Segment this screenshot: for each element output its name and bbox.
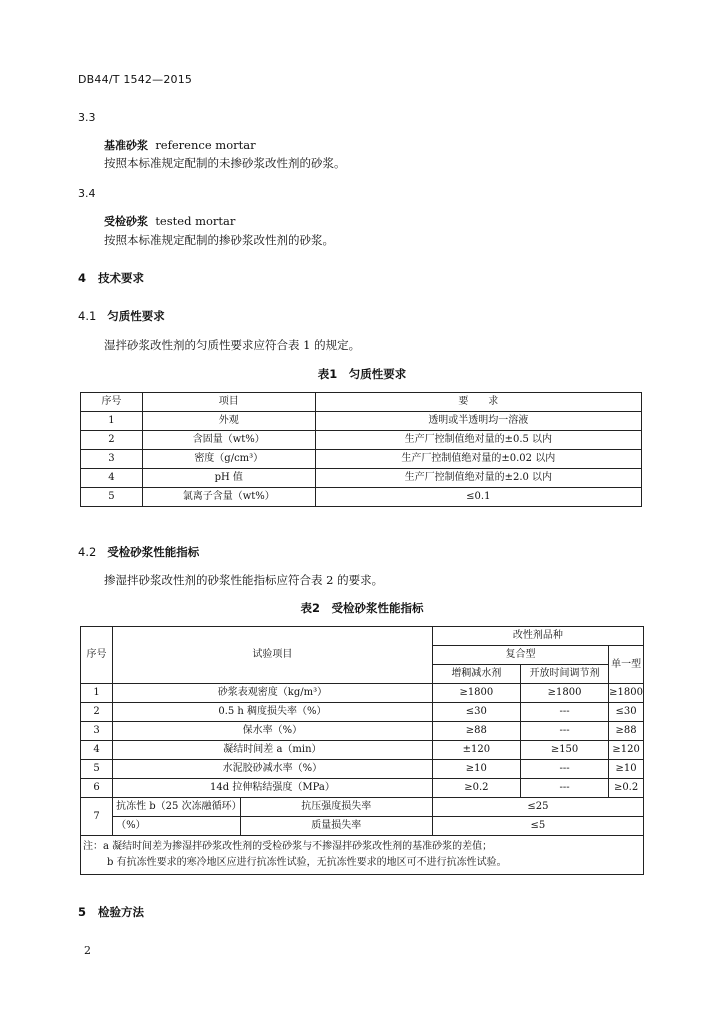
cell: --- — [520, 760, 608, 779]
cell: 4 — [81, 469, 143, 488]
cell: ≥10 — [432, 760, 520, 779]
section-title: 匀质性要求 — [107, 309, 165, 323]
section-heading-4-2 — [78, 544, 199, 560]
header-cell: 复合型 — [432, 646, 608, 665]
table-note-row — [81, 836, 644, 875]
table-row — [81, 703, 644, 722]
cell: ≥1800 — [520, 684, 608, 703]
section-heading-4-1 — [78, 308, 165, 324]
document-code: DB44/T 1542—2015 — [78, 73, 193, 86]
cell: ≥120 — [609, 741, 644, 760]
table-header-row — [81, 627, 644, 646]
table-row — [81, 450, 642, 469]
cell: --- — [520, 779, 608, 798]
cell: 抗压强度损失率 — [240, 798, 432, 817]
cell: 1 — [81, 684, 113, 703]
header-cell: 试验项目 — [113, 627, 433, 684]
table2 — [80, 626, 644, 875]
section-number: 3.3 — [78, 111, 96, 124]
table-row-frost — [81, 817, 644, 836]
cell: ≤25 — [432, 798, 643, 817]
term-definition: 按照本标准规定配制的未掺砂浆改性剂的砂浆。 — [104, 156, 346, 170]
cell: ≥0.2 — [432, 779, 520, 798]
section-heading-5 — [78, 904, 144, 920]
paragraph: 湿拌砂浆改性剂的匀质性要求应符合表 1 的规定。 — [104, 338, 361, 352]
table-row-frost — [81, 798, 644, 817]
cell: ≥10 — [609, 760, 644, 779]
cell: 砂浆表观密度（kg/m³） — [113, 684, 433, 703]
cell: 2 — [81, 703, 113, 722]
cell: 生产厂控制值绝对量的±2.0 以内 — [315, 469, 641, 488]
cell: 0.5 h 稠度损失率（%） — [113, 703, 433, 722]
cell: ≥150 — [520, 741, 608, 760]
cell: 5 — [81, 760, 113, 779]
cell: ≥1800 — [609, 684, 644, 703]
term-en: tested mortar — [155, 214, 236, 228]
cell: --- — [520, 703, 608, 722]
cell: 2 — [81, 431, 143, 450]
table-row — [81, 412, 642, 431]
section-number: 4.1 — [78, 309, 97, 323]
cell: --- — [520, 722, 608, 741]
table-row — [81, 469, 642, 488]
cell: 水泥胶砂减水率（%） — [113, 760, 433, 779]
table2-caption: 表2 受检砂浆性能指标 — [300, 601, 424, 615]
note-line: 注：a 凝结时间差为掺湿拌砂浆改性剂的受检砂浆与不掺湿拌砂浆改性剂的基准砂浆的差值； — [83, 841, 493, 852]
cell: pH 值 — [142, 469, 315, 488]
cell: 凝结时间差 a（min） — [113, 741, 433, 760]
cell: 外观 — [142, 412, 315, 431]
cell: ±120 — [432, 741, 520, 760]
cell: 质量损失率 — [240, 817, 432, 836]
table1-caption: 表1 匀质性要求 — [317, 367, 407, 381]
term-cn: 基准砂浆 — [104, 139, 148, 152]
cell: 密度（g/cm³） — [142, 450, 315, 469]
header-cell: 要 求 — [315, 393, 641, 412]
cell: 5 — [81, 488, 143, 507]
cell: 抗冻性 b（25 次冻融循环） — [113, 798, 241, 817]
cell: ≥88 — [609, 722, 644, 741]
cell: 保水率（%） — [113, 722, 433, 741]
table-note — [81, 836, 644, 875]
cell: 生产厂控制值绝对量的±0.5 以内 — [315, 431, 641, 450]
table-row — [81, 722, 644, 741]
cell: ≤5 — [432, 817, 643, 836]
cell: 生产厂控制值绝对量的±0.02 以内 — [315, 450, 641, 469]
header-cell: 序号 — [81, 627, 113, 684]
section-number: 5 — [78, 905, 87, 919]
section-title: 检验方法 — [98, 905, 145, 919]
paragraph: 掺湿拌砂浆改性剂的砂浆性能指标应符合表 2 的要求。 — [104, 573, 384, 587]
cell: ≥0.2 — [609, 779, 644, 798]
cell: 3 — [81, 722, 113, 741]
header-cell: 单一型 — [609, 646, 644, 684]
term-cn: 受检砂浆 — [104, 215, 148, 228]
table-row — [81, 741, 644, 760]
cell: ≤30 — [432, 703, 520, 722]
cell: 6 — [81, 779, 113, 798]
section-number: 4.2 — [78, 545, 97, 559]
table-header-row — [81, 393, 642, 412]
term-tested-mortar — [104, 213, 235, 229]
table-row — [81, 488, 642, 507]
header-cell: 开放时间调节剂 — [520, 665, 608, 684]
header-cell: 增稠减水剂 — [432, 665, 520, 684]
cell: （%） — [113, 817, 241, 836]
header-cell: 改性剂品种 — [432, 627, 643, 646]
term-definition: 按照本标准规定配制的掺砂浆改性剂的砂浆。 — [104, 233, 334, 247]
cell: ≤0.1 — [315, 488, 641, 507]
section-number: 3.4 — [78, 187, 96, 200]
section-title: 受检砂浆性能指标 — [107, 545, 200, 559]
term-en: reference mortar — [155, 138, 256, 152]
header-cell: 项目 — [142, 393, 315, 412]
table-row — [81, 779, 644, 798]
cell: 3 — [81, 450, 143, 469]
section-number: 4 — [78, 271, 87, 285]
term-reference-mortar — [104, 137, 256, 153]
note-line: b 有抗冻性要求的寒冷地区应进行抗冻性试验，无抗冻性要求的地区可不进行抗冻性试验。 — [107, 857, 507, 868]
table-row — [81, 431, 642, 450]
cell: 7 — [81, 798, 113, 836]
table1 — [80, 392, 642, 507]
cell: ≥1800 — [432, 684, 520, 703]
page-number: 2 — [84, 944, 91, 957]
section-heading-4 — [78, 270, 144, 286]
header-cell: 序号 — [81, 393, 143, 412]
cell: 4 — [81, 741, 113, 760]
cell: ≤30 — [609, 703, 644, 722]
section-title: 技术要求 — [98, 271, 145, 285]
cell: 含固量（wt%） — [142, 431, 315, 450]
cell: 1 — [81, 412, 143, 431]
cell: 14d 拉伸粘结强度（MPa） — [113, 779, 433, 798]
table-row — [81, 684, 644, 703]
cell: 氯离子含量（wt%） — [142, 488, 315, 507]
cell: ≥88 — [432, 722, 520, 741]
cell: 透明或半透明均一溶液 — [315, 412, 641, 431]
table-row — [81, 760, 644, 779]
